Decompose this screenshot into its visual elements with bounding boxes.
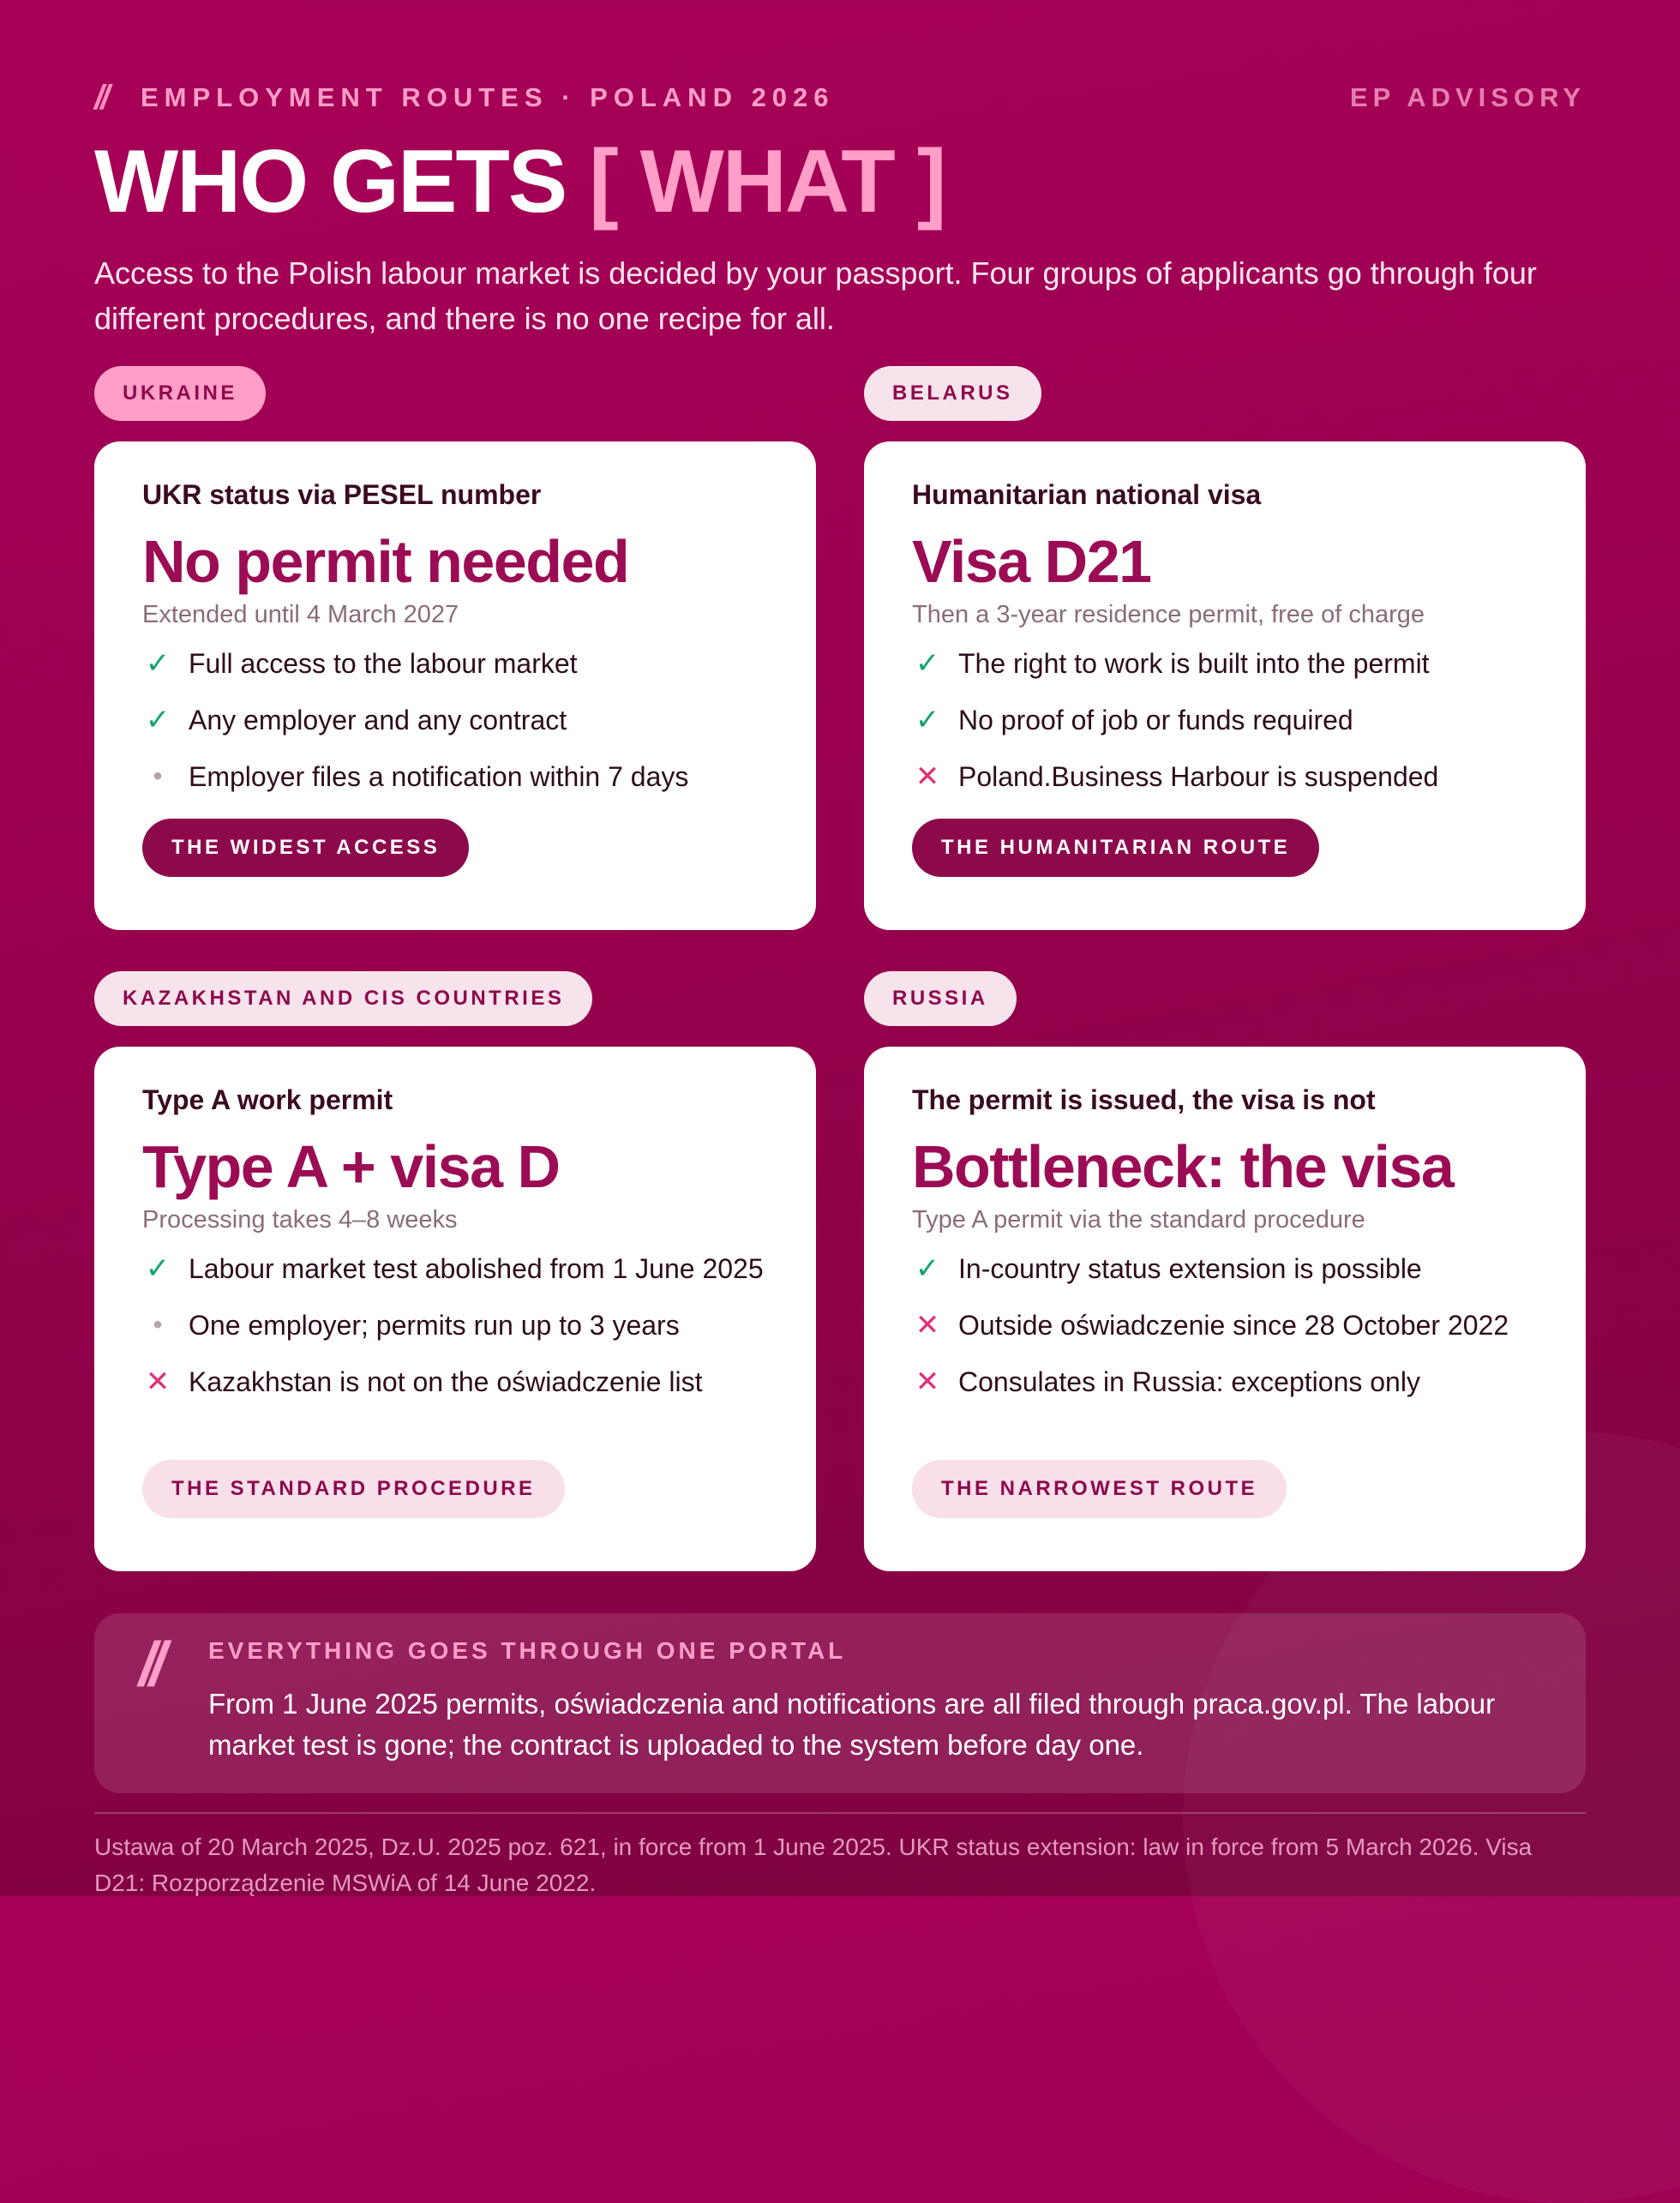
page-title: [94, 130, 945, 233]
dot-icon: •: [153, 762, 163, 790]
card-eyebrow: Humanitarian national visa: [912, 479, 1262, 510]
brand-name: EP ADVISORY: [1349, 82, 1586, 112]
country-tag: BELARUS: [864, 366, 1041, 421]
list-item: [142, 1251, 777, 1287]
list-item-text: Consulates in Russia: exceptions only: [958, 1366, 1420, 1397]
list-item: [142, 759, 777, 795]
title-main: WHO GETS: [94, 132, 590, 231]
check-icon: ✓: [145, 647, 171, 680]
cross-icon: ✕: [915, 1366, 940, 1398]
card-eyebrow: Type A work permit: [142, 1084, 393, 1115]
portal-note: [94, 1613, 1586, 1793]
list-item-text: In-country status extension is possible: [958, 1253, 1422, 1284]
footer-sources: Ustawa of 20 March 2025, Dz.U. 2025 poz. 621, in force from 1 June 2025. UKR status extension: law in force from 5 March 2026. Visa D21: Rozporządzenie MSWiA of 14 June 2022.: [94, 1834, 1533, 1896]
card-subtitle: Processing takes 4–8 weeks: [142, 1206, 458, 1234]
card-headline: Bottleneck: the visa: [912, 1133, 1454, 1200]
note-text: From 1 June 2025 permits, oświadczenia and notifications are all filed through praca.gov.pl. The labour market test is gone; the contract is uploaded to the system before day one.: [208, 1688, 1496, 1761]
card-headline: Type A + visa D: [142, 1133, 560, 1200]
route-pill: THE STANDARD PROCEDURE: [142, 1460, 565, 1518]
check-icon: ✓: [915, 1252, 940, 1285]
list-item-text: Full access to the labour market: [189, 648, 578, 679]
cross-icon: ✕: [915, 1309, 940, 1342]
route-card: [94, 1047, 816, 1571]
note-title: EVERYTHING GOES THROUGH ONE PORTAL: [208, 1637, 847, 1664]
cross-icon: ✕: [145, 1366, 171, 1398]
check-icon: ✓: [145, 1252, 171, 1285]
feature-list: [912, 645, 1546, 815]
route-pill: THE NARROWEST ROUTE: [912, 1460, 1287, 1518]
feature-list: [142, 1251, 777, 1420]
dot-icon: •: [153, 1311, 163, 1339]
country-tag: KAZAKHSTAN AND CIS COUNTRIES: [94, 971, 592, 1026]
card-subtitle: Extended until 4 March 2027: [142, 601, 459, 628]
check-icon: ✓: [915, 647, 940, 680]
intro-text: Access to the Polish labour market is decided by your passport. Four groups of applicants go through four different procedures, and there is no one recipe for all.: [94, 255, 1537, 336]
list-item: [912, 1364, 1546, 1400]
feature-list: [912, 1251, 1546, 1420]
slash-icon: //: [94, 79, 107, 117]
list-item-text: Outside oświadczenie since 28 October 2022: [958, 1310, 1509, 1341]
list-item: [912, 1251, 1546, 1287]
list-item-text: No proof of job or funds required: [958, 705, 1353, 735]
card-headline: Visa D21: [912, 528, 1151, 595]
top-bar: [94, 79, 1586, 117]
route-pill: THE WIDEST ACCESS: [142, 819, 469, 877]
card-headline: No permit needed: [142, 528, 629, 595]
slash-icon: //: [139, 1630, 160, 1699]
list-item: [912, 1307, 1546, 1343]
list-item-text: Labour market test abolished from 1 June 2025: [189, 1253, 764, 1284]
country-tag: UKRAINE: [94, 366, 266, 421]
check-icon: ✓: [145, 704, 171, 736]
list-item-text: Employer files a notification within 7 days: [189, 761, 689, 792]
list-item: [912, 645, 1546, 681]
card-eyebrow: UKR status via PESEL number: [142, 479, 542, 510]
check-icon: ✓: [915, 704, 940, 736]
list-item: [142, 702, 777, 738]
card-subtitle: Then a 3-year residence permit, free of charge: [912, 601, 1425, 628]
country-tag: RUSSIA: [864, 971, 1017, 1026]
list-item-text: The right to work is built into the permit: [958, 648, 1430, 679]
route-pill: THE HUMANITARIAN ROUTE: [912, 819, 1319, 877]
cross-icon: ✕: [915, 760, 940, 793]
kicker: EMPLOYMENT ROUTES · POLAND 2026: [141, 82, 835, 112]
route-card: [864, 1047, 1586, 1571]
list-item-text: Kazakhstan is not on the oświadczenie list: [189, 1366, 703, 1397]
list-item-text: One employer; permits run up to 3 years: [189, 1310, 680, 1341]
feature-list: [142, 645, 777, 815]
list-item: [912, 759, 1546, 795]
divider: [94, 1812, 1586, 1814]
list-item: [142, 1307, 777, 1343]
card-eyebrow: The permit is issued, the visa is not: [912, 1084, 1376, 1115]
list-item-text: Poland.Business Harbour is suspended: [958, 761, 1439, 792]
list-item: [912, 702, 1546, 738]
list-item: [142, 1364, 777, 1400]
list-item: [142, 645, 777, 681]
route-card: [864, 441, 1586, 930]
card-subtitle: Type A permit via the standard procedure: [912, 1206, 1365, 1234]
title-highlight: [ WHAT ]: [589, 132, 945, 231]
list-item-text: Any employer and any contract: [189, 705, 567, 735]
route-card: [94, 441, 816, 930]
